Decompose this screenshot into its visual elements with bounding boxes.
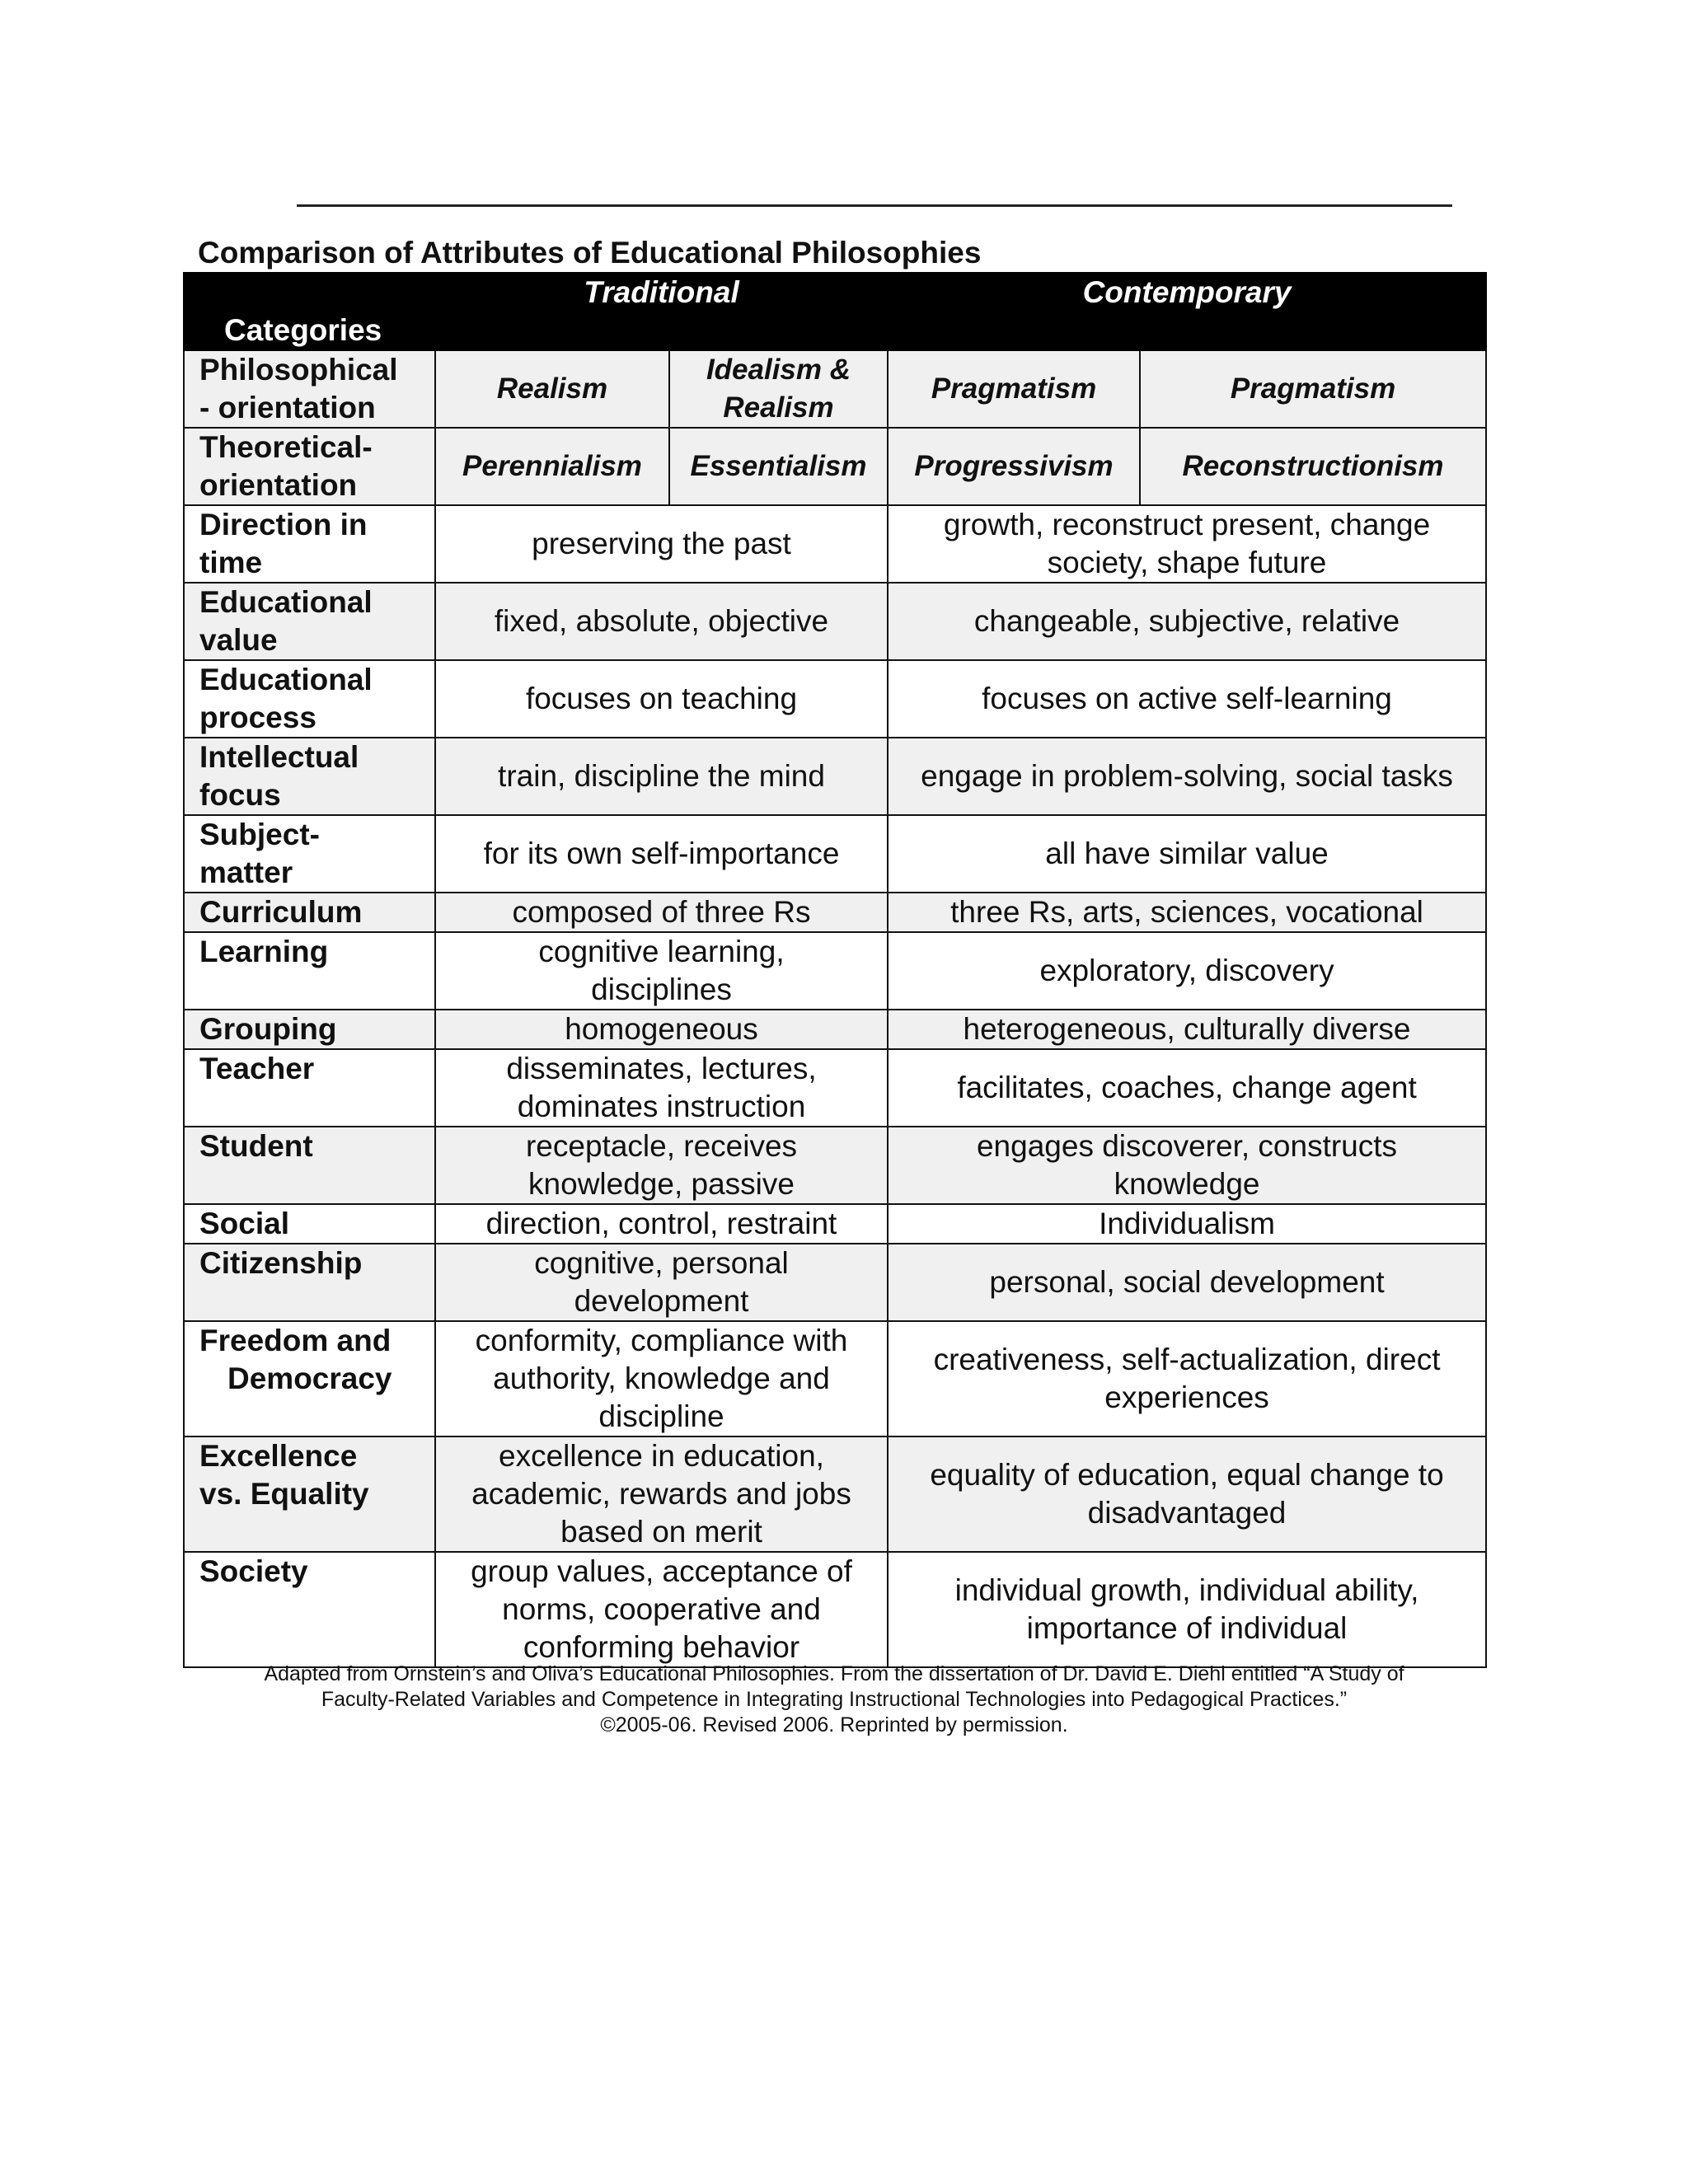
traditional-cell [435,1127,888,1204]
cell-line: creativeness, self-actualization, direct [933,1343,1441,1376]
cell-line: train, discipline the mind [498,759,825,793]
row-label [184,1204,435,1244]
row-label [184,1010,435,1049]
cell-line: conforming behavior [523,1630,800,1664]
document-title: Comparison of Attributes of Educational Philosophies [198,236,982,269]
cell-line: norms, cooperative and [502,1592,821,1626]
pragmatism-cell: Pragmatism [1140,350,1486,428]
attribute-row [184,1049,1486,1127]
traditional-cell [435,583,888,660]
cell-line: heterogeneous, culturally diverse [963,1012,1411,1046]
cell-line: knowledge, passive [528,1167,795,1201]
footnote-line: Adapted from Ornstein’s and Oliva’s Educational Philosophies. From the dissertation of Dr. David E. Diehl entitled “A Study of [264,1662,1404,1685]
cell-line: changeable, subjective, relative [973,604,1400,638]
essentialism-cell: Essentialism [669,428,888,505]
label-line: Student [199,1129,313,1163]
header-contemporary: Contemporary [888,273,1486,350]
contemporary-cell [888,1010,1486,1049]
cell-line: growth, reconstruct present, change [943,508,1431,541]
reconstructionism-cell: Reconstructionism [1140,428,1486,505]
row-label [184,932,435,1010]
cell-line: based on merit [560,1515,762,1549]
cell-line: direction, control, restraint [485,1207,837,1240]
cell-line: knowledge [1114,1167,1260,1201]
label-line: Freedom and [199,1324,392,1357]
contemporary-cell [888,1552,1486,1667]
contemporary-cell [888,1127,1486,1204]
cell-line: disseminates, lectures, [506,1052,817,1085]
row-label [184,1049,435,1127]
label-line: Intellectual [199,740,359,774]
row-label [184,1552,435,1667]
cell-line: dominates instruction [517,1090,806,1123]
label-line: Learning [199,935,329,968]
label-line: Curriculum [199,895,363,929]
contemporary-cell [888,1321,1486,1436]
label-line: Educational [199,663,373,696]
label-line: Philosophical [199,353,398,387]
label-line: Grouping [199,1012,337,1046]
row-label [184,505,435,583]
contemporary-cell [888,1204,1486,1244]
cell-line: engages discoverer, constructs [976,1129,1398,1163]
label-line: orientation [199,468,358,502]
attribute-row [184,1244,1486,1321]
cell-line: discipline [598,1399,724,1433]
perennialism-cell: Perennialism [435,428,669,505]
footnote-line: ©2005-06. Revised 2006. Reprinted by permission. [600,1713,1068,1736]
attribute-row [184,738,1486,815]
attribute-row [184,1127,1486,1204]
cell-line: homogeneous [565,1012,758,1046]
cell-line: facilitates, coaches, change agent [957,1071,1417,1104]
traditional-cell [435,1244,888,1321]
label-line: focus [199,778,281,812]
attribute-row [184,893,1486,932]
top-rule [297,204,1452,207]
contemporary-cell [888,932,1486,1010]
realism-cell: Realism [435,350,669,428]
pragmatism-cell: Pragmatism [888,350,1140,428]
traditional-cell [435,1204,888,1244]
traditional-cell [435,1552,888,1667]
attribute-row [184,1010,1486,1049]
cell-line: cognitive learning, [538,935,785,968]
row-label [184,1436,435,1552]
cell-line: conformity, compliance with [475,1324,848,1357]
row-label [184,660,435,738]
cell-line: personal, social development [989,1265,1385,1299]
row-label [184,1244,435,1321]
cell-line: composed of three Rs [512,895,811,929]
label-line: Subject- [199,818,320,851]
cell-line: society, shape future [1047,546,1327,579]
attribute-row [184,1204,1486,1244]
cell-line: for its own self-importance [483,837,840,870]
attribute-row [184,815,1486,893]
label-line: Educational [199,585,373,619]
cell-line: all have similar value [1045,837,1329,870]
contemporary-cell [888,583,1486,660]
label-line: matter [199,855,293,889]
traditional-cell [435,815,888,893]
label-line: Theoretical- [199,430,373,464]
label-line: vs. Equality [199,1477,369,1511]
label-line: Direction in [199,508,368,541]
contemporary-cell [888,1049,1486,1127]
cell-line: Idealism & Realism [706,354,851,424]
attribute-row [184,1436,1486,1552]
row-label [184,428,435,505]
contemporary-cell [888,738,1486,815]
progressivism-cell: Progressivism [888,428,1140,505]
label-line: Society [199,1554,308,1588]
cell-line: focuses on active self-learning [982,682,1392,715]
traditional-cell [435,660,888,738]
contemporary-cell [888,815,1486,893]
philosophical-orientation-row [184,350,1486,428]
traditional-cell [435,1049,888,1127]
row-label [184,893,435,932]
cell-line: disadvantaged [1087,1496,1287,1530]
row-label [184,1321,435,1436]
attribute-row [184,660,1486,738]
cell-line: preserving the past [532,527,791,560]
label-line: time [199,546,263,579]
cell-line: engage in problem-solving, social tasks [921,759,1453,793]
attribute-row [184,932,1486,1010]
cell-line: cognitive, personal [534,1246,789,1280]
contemporary-cell [888,505,1486,583]
traditional-cell [435,893,888,932]
footnote-line: Faculty-Related Variables and Competence in Integrating Instructional Technologies into Pedagogical Practices.” [321,1688,1348,1711]
label-line: Excellence [199,1439,358,1473]
contemporary-cell [888,893,1486,932]
label-line: - orientation [199,391,376,424]
cell-line: experiences [1104,1380,1269,1414]
label-line: Teacher [199,1052,315,1085]
theoretical-orientation-row [184,428,1486,505]
cell-line: receptacle, receives [525,1129,798,1163]
table-header-row [184,273,1486,350]
traditional-cell [435,1010,888,1049]
row-label [184,583,435,660]
cell-line: importance of individual [1026,1611,1348,1645]
cell-line: equality of education, equal change to [930,1458,1444,1492]
cell-line: three Rs, arts, sciences, vocational [950,895,1423,929]
attribute-row [184,505,1486,583]
contemporary-cell [888,660,1486,738]
label-line: Citizenship [199,1246,363,1280]
cell-line: Individualism [1099,1207,1275,1240]
contemporary-cell [888,1244,1486,1321]
cell-line: individual growth, individual ability, [954,1573,1419,1607]
traditional-cell [435,1321,888,1436]
traditional-cell [435,738,888,815]
row-label [184,815,435,893]
label-line: Social [199,1207,289,1240]
header-categories: Categories [184,273,435,350]
header-traditional: Traditional [435,273,888,350]
attribute-row [184,583,1486,660]
row-label [184,1127,435,1204]
cell-line: authority, knowledge and [493,1361,830,1395]
cell-line: development [574,1284,749,1318]
label-line: value [199,623,278,657]
row-label [184,738,435,815]
contemporary-cell [888,1436,1486,1552]
label-line: Democracy [227,1361,392,1395]
cell-line: fixed, absolute, objective [494,604,829,638]
cell-line: disciplines [591,972,732,1006]
cell-line: focuses on teaching [525,682,798,715]
attribute-row [184,1552,1486,1667]
label-line: process [199,701,316,734]
cell-line: exploratory, discovery [1039,954,1334,987]
traditional-cell [435,505,888,583]
comparison-table [183,272,1487,1668]
traditional-cell [435,1436,888,1552]
cell-line: excellence in education, [499,1439,824,1473]
row-label [184,350,435,428]
source-footnote [183,1661,1485,1738]
idealism-realism-cell [669,350,888,428]
cell-line: academic, rewards and jobs [471,1477,851,1511]
attribute-row [184,1321,1486,1436]
cell-line: group values, acceptance of [471,1554,852,1588]
traditional-cell [435,932,888,1010]
